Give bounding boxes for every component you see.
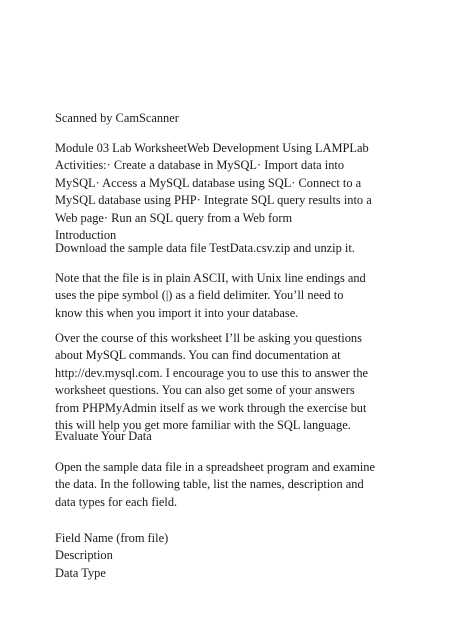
data-type-label: Data Type bbox=[55, 565, 106, 580]
open-paragraph bbox=[55, 459, 450, 511]
download-line: Download the sample data file TestData.csv.zip and unzip it. bbox=[55, 241, 355, 255]
open-line: the data. In the following table, list the names, description and bbox=[55, 477, 364, 492]
scanned-by-line: Scanned by CamScanner bbox=[55, 111, 179, 125]
open-line: data types for each field. bbox=[55, 494, 178, 509]
course-line: worksheet questions. You can also get some of your answers bbox=[55, 383, 355, 398]
evaluate-heading: Evaluate Your Data bbox=[55, 429, 152, 443]
field-name-label: Field Name (from file) bbox=[55, 531, 169, 545]
course-line: from PHPMyAdmin itself as we work through the exercise but bbox=[55, 400, 367, 415]
note-line: uses the pipe symbol (|) as a field delimiter. You’ll need to bbox=[55, 288, 344, 303]
course-paragraph bbox=[55, 330, 450, 434]
course-line: this will help you get more familiar with the SQL language. bbox=[55, 418, 351, 433]
intro-line: Activities:· Create a database in MySQL· Import data into bbox=[55, 158, 345, 173]
intro-line: MySQL· Access a MySQL database using SQL· Connect to a bbox=[55, 175, 362, 190]
intro-line: MySQL database using PHP· Integrate SQL query results into a bbox=[55, 193, 372, 208]
intro-line: Module 03 Lab WorksheetWeb Development Using LAMPLab bbox=[55, 141, 369, 155]
intro-line: Web page· Run an SQL query from a Web form bbox=[55, 210, 293, 225]
open-line: Open the sample data file in a spreadsheet program and examine bbox=[55, 460, 375, 474]
intro-paragraph bbox=[55, 140, 450, 244]
field-table-header bbox=[55, 530, 450, 582]
course-line: Over the course of this worksheet I’ll be asking you questions bbox=[55, 331, 362, 345]
course-line: about MySQL commands. You can find documentation at bbox=[55, 348, 341, 363]
note-paragraph bbox=[55, 270, 450, 322]
description-label: Description bbox=[55, 548, 113, 563]
course-line: http://dev.mysql.com. I encourage you to use this to answer the bbox=[55, 365, 369, 380]
introduction-heading: Introduction bbox=[55, 228, 117, 243]
note-line: know this when you import it into your database. bbox=[55, 305, 299, 320]
note-line: Note that the file is in plain ASCII, with Unix line endings and bbox=[55, 271, 366, 285]
